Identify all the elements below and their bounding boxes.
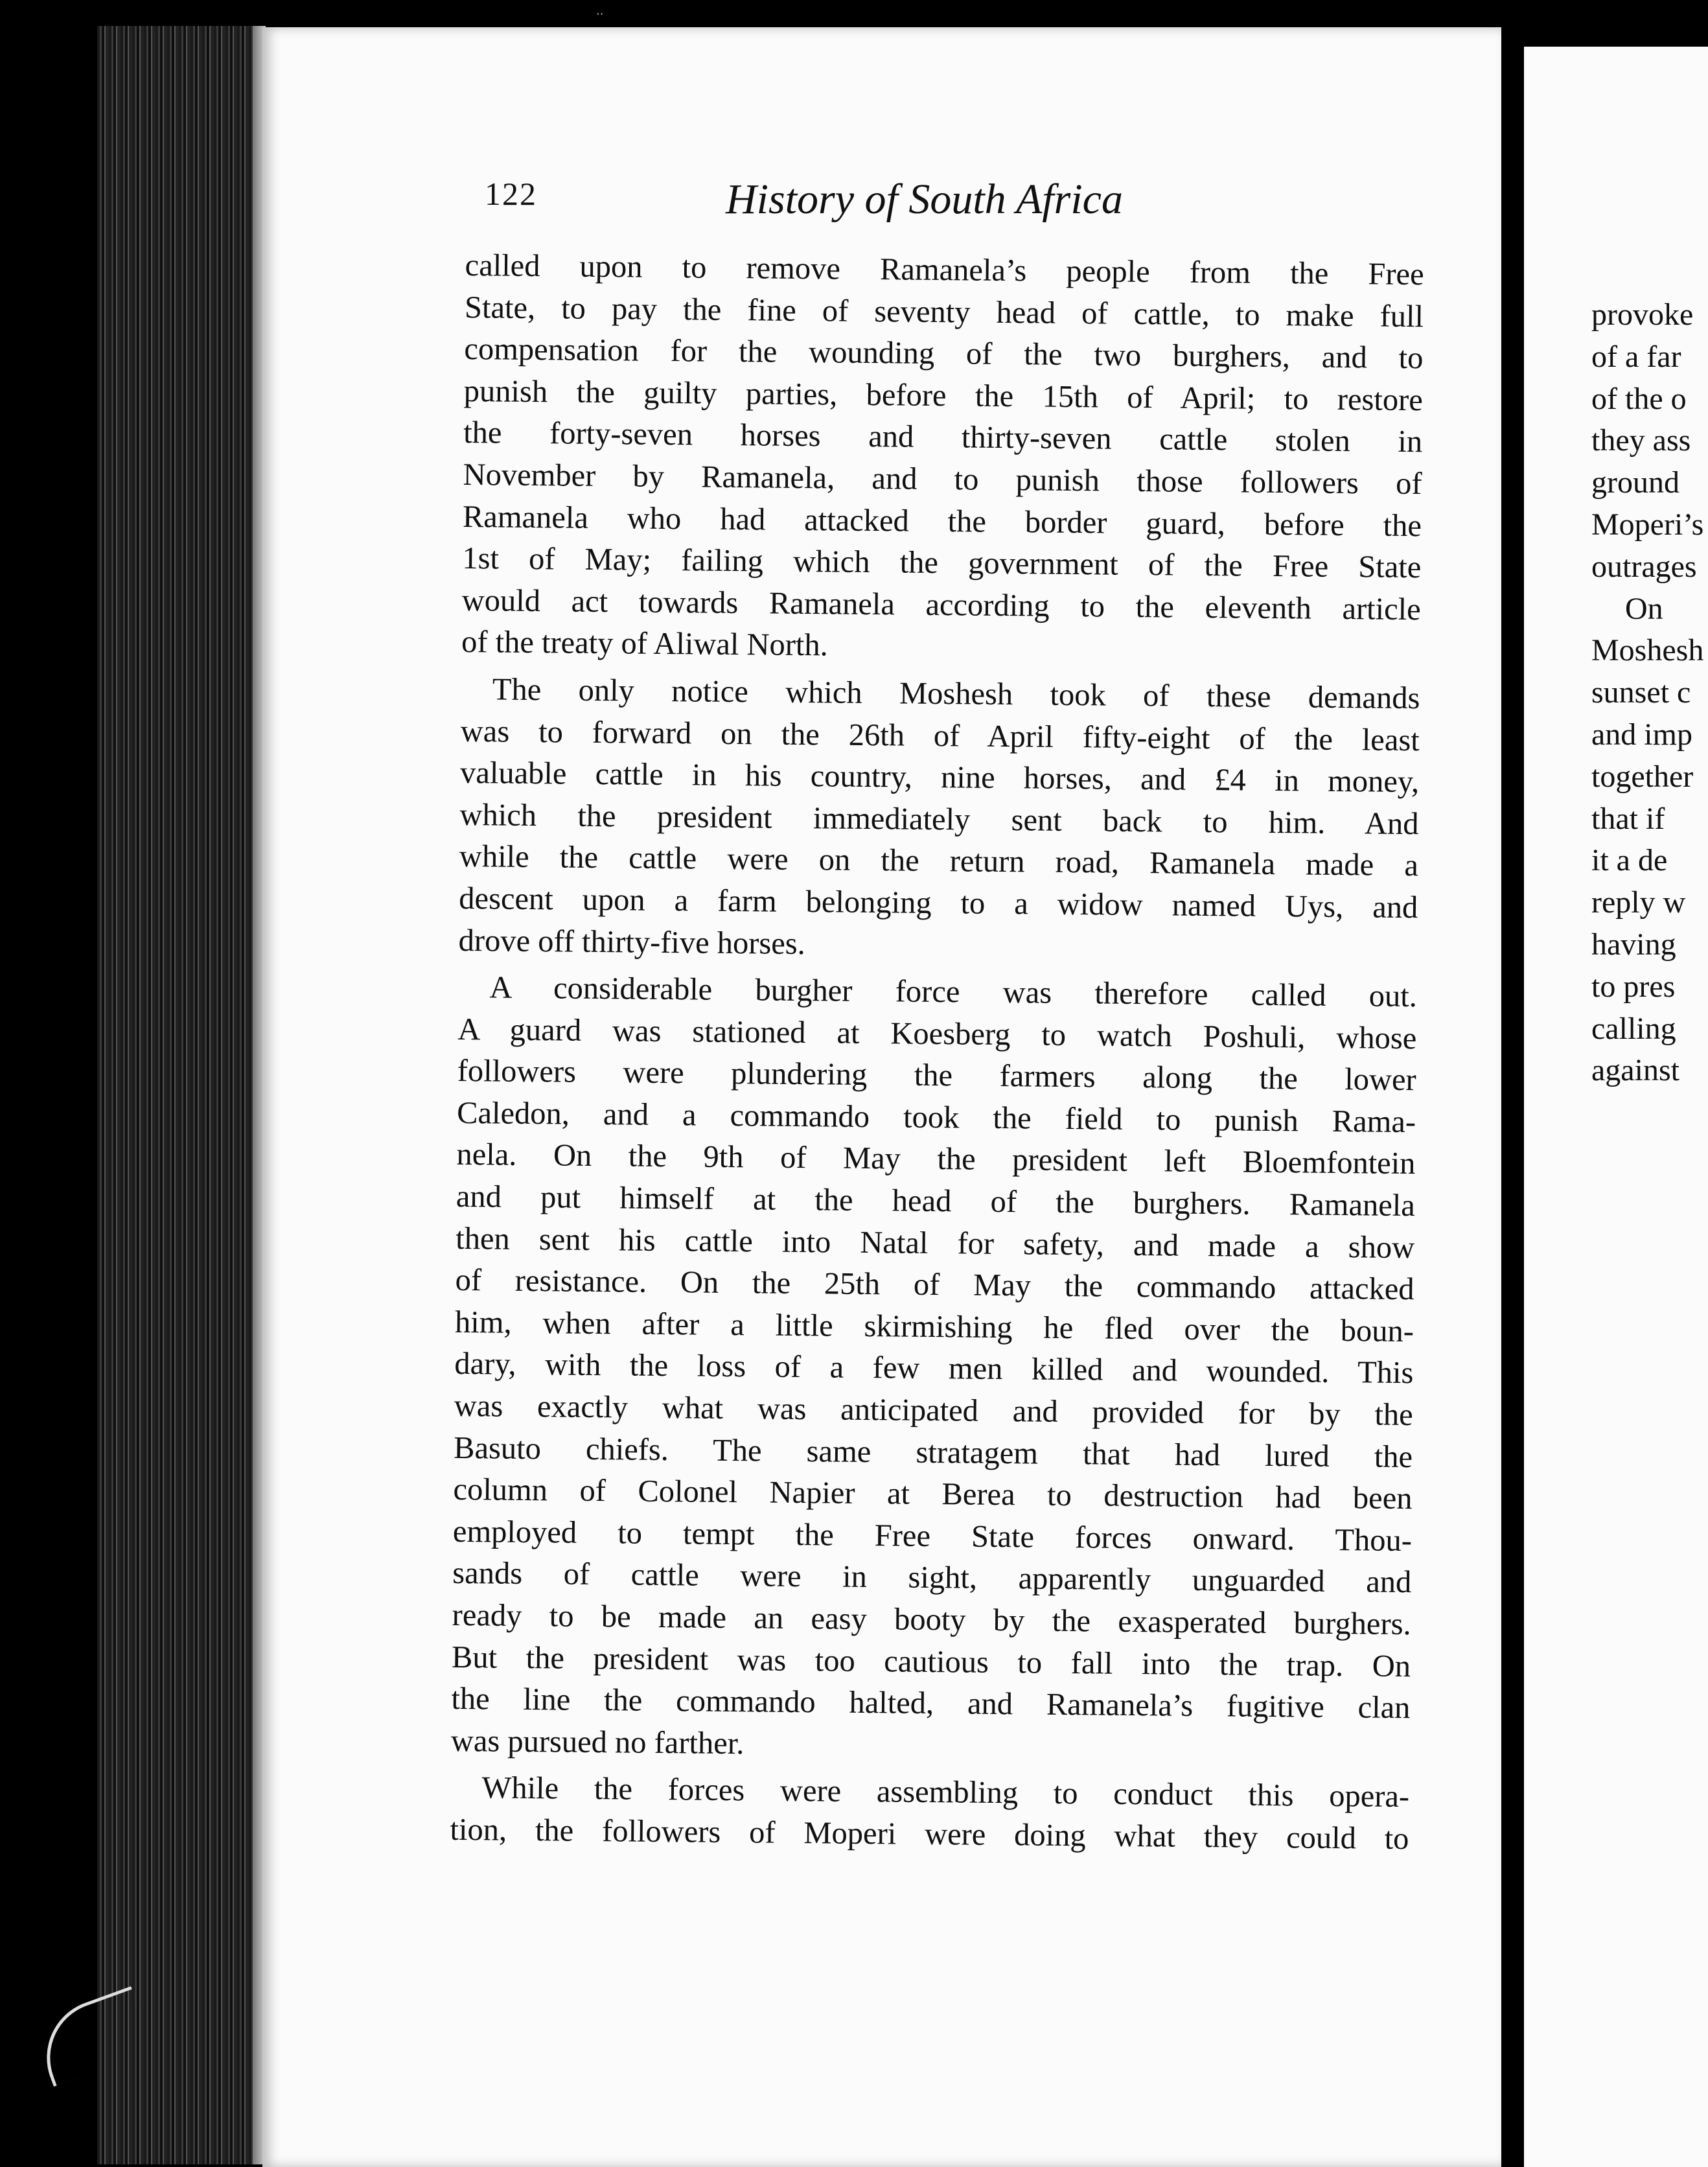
text-line: followers were plundering the farmers along the lower [457,1054,1416,1098]
text-line: and put himself at the head of the burghers. Ramanela [456,1179,1416,1223]
text-line: punish the guilty parties, before the 15th of April; to restore [463,373,1424,417]
facing-text-line: they ass [1591,423,1691,458]
text-line: then sent his cattle into Natal for safety, and made a show [456,1221,1415,1265]
text-line: employed to tempt the Free State forces onward. Thou- [452,1514,1413,1558]
text-line: Basuto chiefs. The same stratagem that had lured the [453,1430,1413,1474]
text-line: of resistance. On the 25th of May the commando attacked [455,1263,1414,1307]
text-line: column of Colonel Napier at Berea to destruction had been [453,1472,1413,1516]
text-line: A considerable burgher force was therefore called out. [457,970,1418,1014]
text-line: was to forward on the 26th of April fifty-eight of the least [460,713,1420,758]
text-line: of the treaty of Aliwal North. [461,625,829,663]
facing-text-line: Moperi’s [1591,507,1704,542]
text-line: The only notice which Moshesh took of these demands [461,671,1420,716]
text-line: State, to pay the fine of seventy head of cattle, to make full [464,290,1424,334]
page-number: 122 [485,176,537,212]
text-line: nela. On the 9th of May the president left Bloemfontein [456,1137,1416,1181]
text-line: compensation for the wounding of the two burghers, and to [464,332,1424,376]
text-line: While the forces were assembling to conduct this opera- [450,1770,1410,1814]
text-line: A guard was stationed at Koesberg to watch Poshuli, whose [457,1012,1417,1056]
text-line: while the cattle were on the return road, Ramanela made a [459,839,1419,883]
text-line: was pursued no farther. [450,1723,744,1761]
facing-text-line: it a de [1591,843,1668,878]
text-line: November by Ramanela, and to punish those followers of [463,457,1422,502]
text-line: ready to be made an easy booty by the exasperated burghers. [452,1597,1411,1642]
facing-text-line: together [1591,759,1694,794]
facing-text-line: sunset c [1591,675,1691,710]
facing-text-line: to pres [1591,969,1676,1004]
running-head: History of South Africa [726,176,1123,223]
text-line: the forty-seven horses and thirty-seven cattle stolen in [463,415,1423,459]
text-line: Caledon, and a commando took the field to punish Rama- [456,1095,1416,1140]
facing-text-line: outrages [1591,549,1697,584]
facing-text-line: provoke [1591,297,1694,332]
text-line: the line the commando halted, and Ramanela’s fugitive clan [451,1682,1411,1726]
facing-page-text [1591,294,1703,1092]
scan-top-mark: ‧‧ [596,8,604,21]
text-line: called upon to remove Ramanela’s people from the Free [465,248,1424,292]
facing-text-line: ground [1591,465,1679,500]
facing-text-line: calling [1591,1011,1676,1046]
facing-text-line: that if [1591,801,1665,836]
page-separator [1501,0,1524,2167]
facing-text-line: reply w [1591,885,1686,920]
text-line: But the president was too cautious to fall into the trap. On [451,1640,1411,1684]
text-line: tion, the followers of Moperi were doing what they could to [450,1812,1409,1857]
facing-text-line: having [1591,927,1676,962]
text-line: descent upon a farm belonging to a widow named Uys, and [459,881,1418,925]
facing-text-line: On [1625,591,1663,626]
facing-text-line: of the o [1591,381,1687,416]
text-line: sands of cattle were in sight, apparently unguarded and [452,1556,1412,1600]
text-line: dary, with the loss of a few men killed and wounded. This [454,1347,1414,1391]
facing-text-line: of a far [1591,339,1681,374]
facing-text-line: Moshesh [1591,633,1704,668]
text-line: 1st of May; failing which the government of the Free State [462,541,1422,585]
facing-text-line: and imp [1591,717,1692,752]
text-line: would act towards Ramanela according to the eleventh article [461,583,1421,627]
text-line: valuable cattle in his country, nine horses, and £4 in money, [459,756,1420,800]
text-line: was exactly what was anticipated and provided for by the [454,1388,1413,1433]
text-line: Ramanela who had attacked the border guard, before the [462,499,1422,543]
facing-page [1524,47,1708,2167]
main-body-text [450,245,1424,1860]
book-spine [97,26,266,2164]
text-line: drove off thirty-five horses. [458,923,806,961]
text-line: him, when after a little skirmishing he fled over the boun- [454,1304,1414,1349]
text-line: which the president immediately sent back to him. And [459,797,1419,841]
facing-text-line: against [1591,1053,1679,1088]
